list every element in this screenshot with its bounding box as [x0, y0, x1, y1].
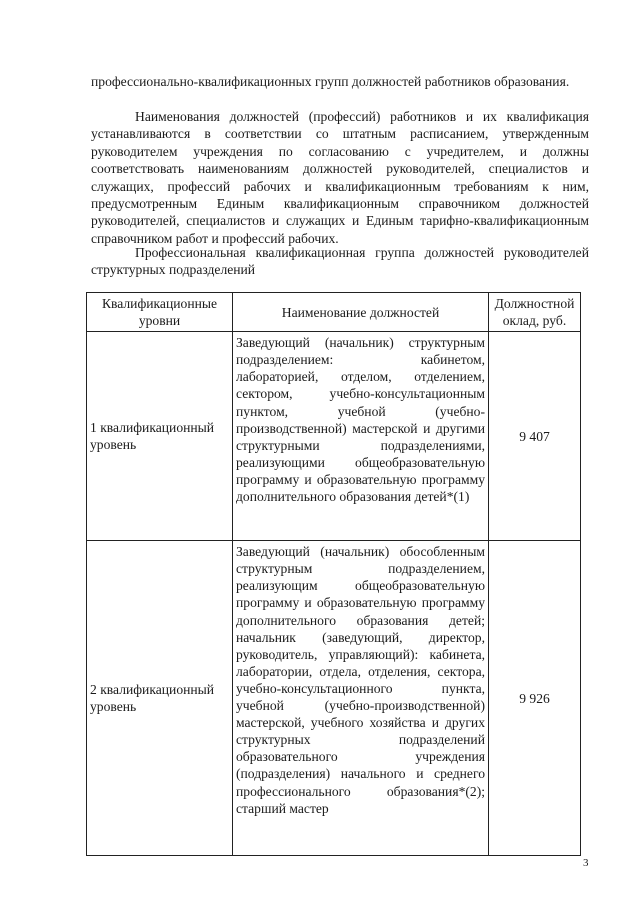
cell-level: 2 квалификационный уровень — [87, 541, 233, 856]
table-header-row — [87, 293, 581, 332]
paragraph-continuation — [91, 73, 589, 90]
positions-table — [86, 292, 581, 856]
page-number: 3 — [583, 857, 589, 869]
cell-position: Заведующий (начальник) структурным подразделением: кабинетом, лабораторией, отделом, отделением, сектором, учебно-консультационным пунктом, учебной (учебно-производственной) мастерской и другими структурными подразделениями, реализующими общеобразовательную программу и образовательную программу дополнительного образования детей*(1) — [233, 332, 489, 541]
paragraph-text: Профессиональная квалификационная группа должностей руководителей структурных подразделений — [91, 245, 589, 278]
paragraph-group-title — [91, 244, 589, 279]
paragraph-text: Наименования должностей (профессий) работников и их квалификация устанавливаются в соответствии со штатным расписанием, утвержденным руководителем учреждения по согласованию с учредителем, и должны соответствовать наименованиям должностей руководителей, специалистов и служащих, профессий рабочих и квалификационным требованиям к ним, предусмотренным Единым квалификационным справочником должностей руководителей, специалистов и служащих и Единым тарифно-квалификационным справочником работ и профессий рабочих. — [91, 109, 589, 246]
cell-level: 1 квалификационный уровень — [87, 332, 233, 541]
table-row — [87, 541, 581, 856]
header-position: Наименование должностей — [233, 293, 489, 332]
cell-salary: 9 407 — [489, 332, 581, 541]
table-row — [87, 332, 581, 541]
cell-salary: 9 926 — [489, 541, 581, 856]
header-level: Квалификационные уровни — [87, 293, 233, 332]
paragraph-naming-rules — [91, 108, 589, 247]
cell-position: Заведующий (начальник) обособленным структурным подразделением, реализующим общеобразовательную программу и образовательную программу дополнительного образования детей; начальник (заведующий, директор, руководитель, управляющий): кабинета, лаборатории, отдела, отделения, сектора, учебно-консультационного пункта, учебной (учебно-производственной) мастерской, учебного хозяйства и других структурных подразделений образовательного учреждения (подразделения) начального и среднего профессионального образования*(2); старший мастер — [233, 541, 489, 856]
header-salary: Должностной оклад, руб. — [489, 293, 581, 332]
paragraph-text: профессионально-квалификационных групп должностей работников образования. — [91, 74, 570, 89]
